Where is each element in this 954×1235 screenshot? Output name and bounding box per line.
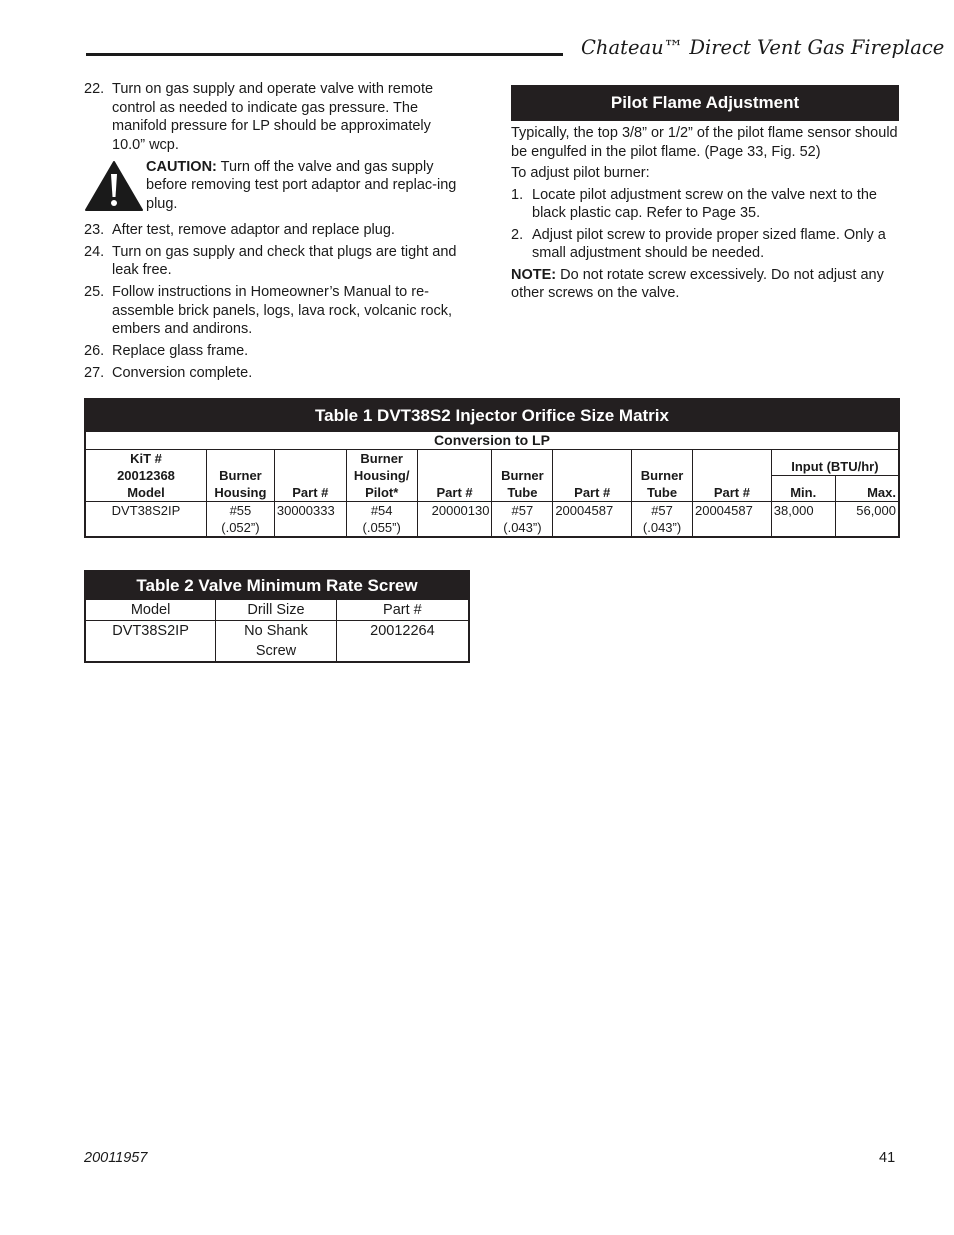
step-23 [84,221,464,240]
section-heading: Pilot Flame Adjustment [511,85,899,121]
page-number: 41 [879,1150,896,1166]
header-line: KiT # [130,451,162,466]
step-number: 25. [84,284,105,300]
step-27 [84,364,464,383]
cell-burner-tube-2 [632,502,693,538]
pilot-lead: To adjust pilot burner: [511,165,650,181]
col-burner-housing [206,450,274,502]
step-number: 2. [511,226,524,243]
header-line: Housing/ [353,468,410,483]
cell-line: #54 [370,503,393,518]
cell-line: Screw [255,643,297,659]
header-line: Burner [219,468,262,483]
cell-model: DVT38S2IP [85,502,206,538]
note-label: NOTE: [511,266,557,283]
cell-line: #55 [229,503,252,518]
cell-line: #57 [651,503,673,518]
cell-model: DVT38S2IP [85,621,216,663]
col-part: Part # [336,600,469,621]
header-rule [86,53,563,56]
step-number: 26. [84,343,105,359]
caution-text [146,158,464,218]
cell-line: #57 [511,503,534,518]
cell-line: No Shank [244,623,308,639]
header-line: Pilot* [365,485,399,500]
pilot-step-1 [511,186,899,223]
note-text: Do not rotate screw excessively. Do not adjust any other screws on the valve. [511,266,884,301]
cell-line: (.052”) [221,520,260,535]
caution-body: Turn off the valve and gas supply before removing test port adaptor and replac-ing plug. [146,158,457,212]
pilot-intro: Typically, the top 3/8” or 1/2” of the pilot flame sensor should be engulfed in the pilot flame. (Page 33, Fig. 52) [511,125,898,160]
col-part-3: Part # [553,450,632,502]
cell-burner-housing-pilot [346,502,417,538]
col-model: Model [85,600,216,621]
col-kit-model [85,450,206,502]
step-number: 22. [84,81,105,97]
table1-subtitle: Conversion to LP [85,432,899,450]
pilot-note [511,266,899,303]
header-line: Burner [501,468,544,483]
cell-burner-tube-1 [492,502,553,538]
pilot-step-2 [511,226,899,263]
pilot-adjustment-section [511,85,899,306]
header-line: Model [127,485,165,500]
col-drill-size: Drill Size [216,600,337,621]
col-part-1: Part # [274,450,346,502]
cell-line: (.055”) [362,520,401,535]
step-text: Locate pilot adjustment screw on the valve next to the black plastic cap. Refer to Page 35. [532,186,877,221]
col-input-min: Min. [771,476,835,502]
valve-rate-screw-table [84,570,470,663]
header-line: Tube [647,485,678,500]
cell-input-min: 38,000 [771,502,835,538]
cell-line: (.043”) [503,520,542,535]
header-line: Housing [214,485,267,500]
step-22 [84,80,464,154]
warning-icon [84,158,146,218]
step-25 [84,283,464,339]
caution-label: CAUTION: [146,158,217,175]
step-number: 1. [511,186,524,203]
header-line: Tube [507,485,538,500]
orifice-size-table [84,398,900,538]
cell-part: 20012264 [336,621,469,663]
col-input: Input (BTU/hr) [771,450,899,476]
step-text: Conversion complete. [112,365,253,381]
cell-burner-housing [206,502,274,538]
table-row [85,621,469,663]
step-24 [84,243,464,280]
step-number: 27. [84,365,105,381]
step-text: Adjust pilot screw to provide proper sized flame. Only a small adjustment should be needed. [532,226,886,261]
step-text: Turn on gas supply and check that plugs are tight and leak free. [112,243,457,278]
col-burner-housing-pilot [346,450,417,502]
header-line: Burner [360,451,403,466]
step-text: Turn on gas supply and operate valve with remote control as needed to indicate gas pressure. The manifold pressure for LP should be approximately 10.0” wcp. [112,81,434,153]
cell-drill-size [216,621,337,663]
cell-part-3: 20004587 [553,502,632,538]
header-line: Burner [640,468,684,483]
step-number: 23. [84,221,105,238]
table1-title: Table 1 DVT38S2 Injector Orifice Size Matrix [85,399,899,432]
step-text: Follow instructions in Homeowner’s Manual to re-assemble brick panels, logs, lava rock, volcanic rock, embers and andirons. [112,284,453,337]
col-burner-tube-2 [632,450,693,502]
caution-box [84,158,464,218]
document-number: 20011957 [84,1150,148,1166]
page-header-title: Chateau™ Direct Vent Gas Fireplace [581,36,945,59]
step-number: 24. [84,243,105,260]
cell-input-max: 56,000 [835,502,899,538]
cell-line: (.043”) [642,520,682,535]
cell-part-4: 20004587 [692,502,771,538]
step-text: Replace glass frame. [112,343,249,359]
step-26 [84,342,464,361]
cell-part-1: 30000333 [274,502,346,538]
cell-part-2: 20000130 [417,502,492,538]
col-burner-tube-1 [492,450,553,502]
col-part-4: Part # [692,450,771,502]
instructions-column [84,80,464,386]
table-row [85,502,899,538]
col-part-2: Part # [417,450,492,502]
table2-title: Table 2 Valve Minimum Rate Screw [85,571,469,600]
header-line: 20012368 [117,468,175,483]
col-input-max: Max. [835,476,899,502]
step-text: After test, remove adaptor and replace plug. [112,221,395,238]
